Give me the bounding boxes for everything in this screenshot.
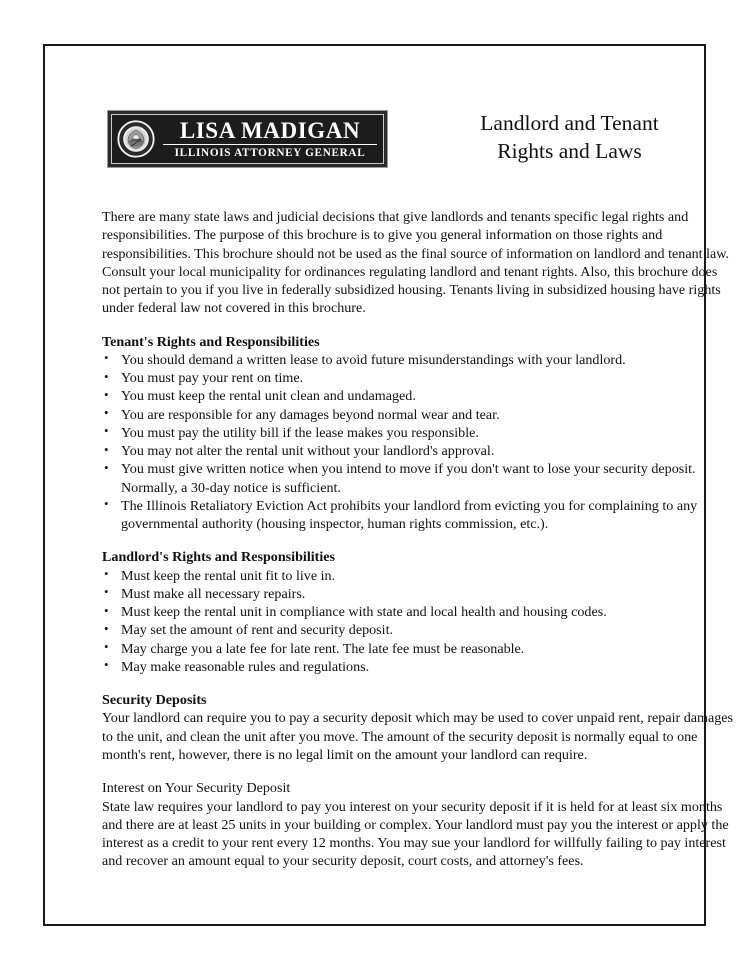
tenant-bullet-list [102, 351, 737, 534]
section-tenant-rights [102, 333, 737, 534]
list-item: • You should demand a written lease to avoid future misunderstandings with your landlord. [102, 351, 737, 369]
list-item: • You must pay your rent on time. [102, 369, 737, 387]
landlord-bullet-list [102, 567, 737, 677]
attorney-general-logo [107, 110, 388, 168]
section-interest-on-security-deposit [102, 779, 737, 870]
list-item: • You must pay the utility bill if the lease makes you responsible. [102, 424, 737, 442]
list-item: • You must give written notice when you intend to move if you don't want to lose your security deposit. Normally, a 30-day notice is sufficient. [102, 460, 737, 497]
intro-paragraph: There are many state laws and judicial decisions that give landlords and tenants specific legal rights and responsibilities. The purpose of this brochure is to give you general information on those rights and responsibilities. This brochure should not be used as the final source of information on landlord and tenant law. Consult your local municipality for ordinances regulating landlord and tenant rights. Also, this brochure does not pertain to you if you live in federally subsidized housing. Tenants living in subsidized housing have rights under federal law not covered in this brochure. [102, 209, 730, 317]
list-item: • May set the amount of rent and security deposit. [102, 621, 737, 639]
logo-name: LISA MADIGAN [163, 119, 377, 145]
logo-subtitle: ILLINOIS ATTORNEY GENERAL [174, 146, 366, 159]
section-heading-landlord: Landlord's Rights and Responsibilities [102, 549, 336, 566]
security-deposits-paragraph: Your landlord can require you to pay a security deposit which may be used to cover unpaid rent, repair damages to the unit, and clean the unit after you move. The amount of the security deposit is normally equal to one month's rent, however, there is no legal limit on the amount your landlord can require. [102, 710, 734, 763]
list-item: • You may not alter the rental unit without your landlord's approval. [102, 442, 737, 460]
page-border-frame [43, 44, 734, 926]
list-item: • You must keep the rental unit clean and undamaged. [102, 387, 737, 405]
document-header [102, 102, 737, 176]
page-content [102, 102, 737, 871]
list-item: • You are responsible for any damages beyond normal wear and tear. [102, 406, 737, 424]
page-title-line-2: Rights and Laws [497, 138, 642, 163]
list-item: • May make reasonable rules and regulations. [102, 658, 737, 676]
page-title [402, 110, 737, 165]
list-item: • Must keep the rental unit fit to live in. [102, 567, 737, 585]
illinois-state-seal-icon [116, 119, 156, 159]
page-title-line-1: Landlord and Tenant [480, 111, 659, 135]
section-heading-tenant: Tenant's Rights and Responsibilities [102, 333, 320, 350]
logo-inner-frame [111, 114, 384, 164]
list-item: • The Illinois Retaliatory Eviction Act prohibits your landlord from evicting you for complaining to any governmental authority (housing inspector, human rights commission, etc.). [102, 497, 737, 534]
interest-paragraph: State law requires your landlord to pay you interest on your security deposit if it is held for at least six months and there are at least 25 units in your building or complex. Your landlord must pay you the interest or apply the interest as a credit to your rent every 12 months. You may sue your landlord for willfully failing to pay interest and recover an amount equal to your security deposit, court costs, and attorney's fees. [102, 798, 729, 870]
section-landlord-rights [102, 548, 737, 676]
section-heading-interest: Interest on Your Security Deposit [102, 780, 291, 797]
section-heading-security-deposits: Security Deposits [102, 692, 207, 709]
list-item: • Must make all necessary repairs. [102, 585, 737, 603]
list-item: • Must keep the rental unit in compliance with state and local health and housing codes. [102, 603, 737, 621]
logo-text-block [163, 119, 377, 159]
list-item: • May charge you a late fee for late rent. The late fee must be reasonable. [102, 640, 737, 658]
section-security-deposits [102, 691, 737, 764]
